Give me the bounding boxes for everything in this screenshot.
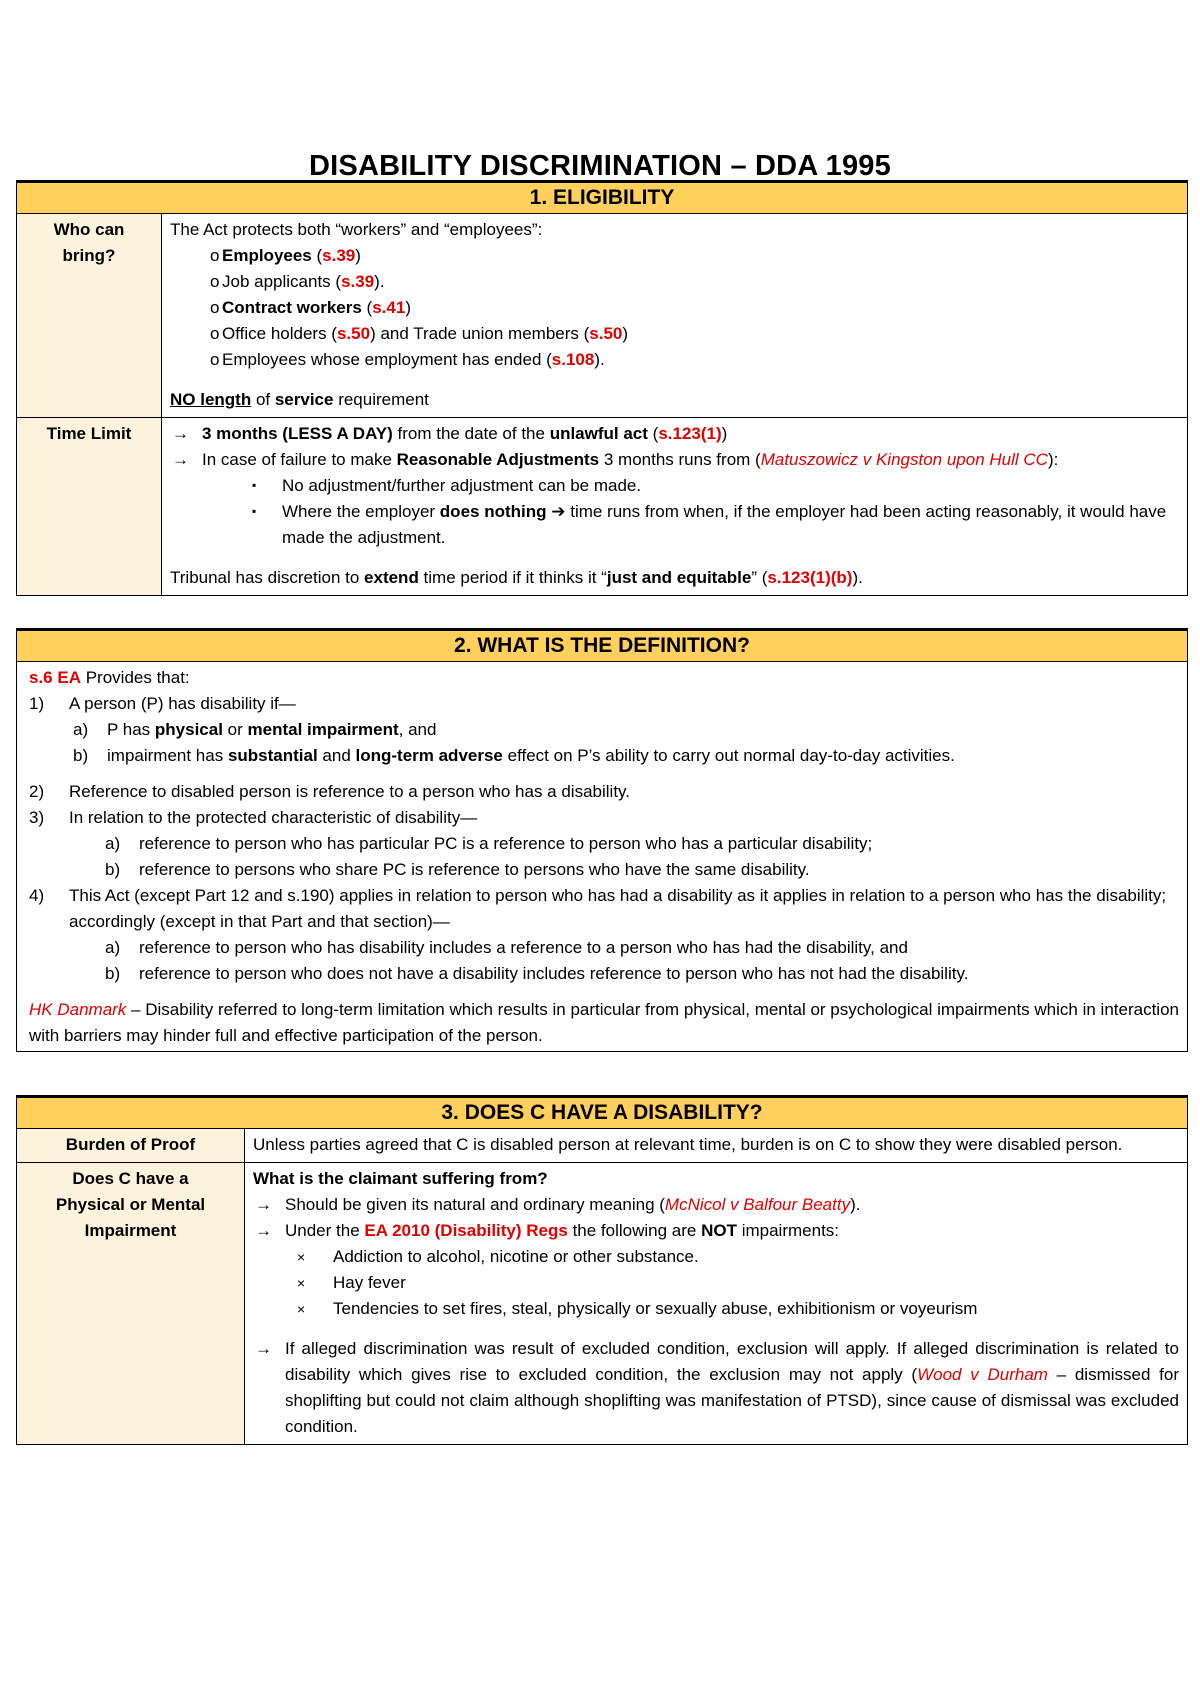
list-item: ▪ No adjustment/further adjustment can be made. <box>252 476 642 495</box>
burden-of-proof-content: Unless parties agreed that C is disabled person at relevant time, burden is on C to show they were disabled person. <box>245 1129 1188 1163</box>
list-item: b) impairment has substantial and long-term adverse effect on P’s ability to carry out normal day-to-day activities. <box>73 746 955 765</box>
definition-table <box>16 628 1188 1052</box>
disability-table <box>16 1095 1188 1445</box>
row-label-burden-of-proof: Burden of Proof <box>17 1129 245 1163</box>
page-title: DISABILITY DISCRIMINATION – DDA 1995 <box>309 150 891 182</box>
list-item: 2) Reference to disabled person is reference to a person who has a disability. <box>29 782 631 801</box>
list-item: a) P has physical or mental impairment, and <box>73 720 437 739</box>
impairment-question: What is the claimant suffering from? <box>253 1169 548 1188</box>
list-item: b) reference to person who does not have a disability includes reference to person who has not had the disability. <box>105 964 969 983</box>
section-header-eligibility: 1. ELIGIBILITY <box>17 182 1188 214</box>
section-header-disability: 3. DOES C HAVE A DISABILITY? <box>17 1097 1188 1129</box>
impairment-content <box>245 1163 1188 1445</box>
list-item: → In case of failure to make Reasonable Adjustments 3 months runs from (Matuszowicz v Kingston upon Hull CC): <box>172 450 1059 469</box>
definition-lead: s.6 EA Provides that: <box>29 668 190 687</box>
list-item: × Tendencies to set fires, steal, physically or sexually abuse, exhibitionism or voyeurism <box>297 1299 978 1318</box>
list-item: 4) This Act (except Part 12 and s.190) applies in relation to person who has had a disability as it applies in relation to a person who has the disability; accordingly (except in that Part and that section)— <box>29 886 1167 931</box>
row-label-who-can-bring: Who can bring? <box>17 214 162 418</box>
who-can-bring-content <box>162 214 1188 418</box>
time-limit-content <box>162 418 1188 596</box>
list-item: a) reference to person who has disability includes a reference to a person who has had the disability, and <box>105 938 908 957</box>
list-item: o Employees whose employment has ended (s.108). <box>210 350 605 369</box>
list-item: o Job applicants (s.39). <box>210 272 385 291</box>
list-item: a) reference to person who has particular PC is a reference to person who has a particular disability; <box>105 834 873 853</box>
list-item: 1) A person (P) has disability if— <box>29 694 296 713</box>
list-item: 3) In relation to the protected characteristic of disability— <box>29 808 478 827</box>
no-service-requirement: NO length of service requirement <box>170 390 429 409</box>
hk-danmark-case: HK Danmark – Disability referred to long-term limitation which results in particular from physical, mental or psychological impairments which in interaction with barriers may hinder full and effective participation of the person. <box>29 1000 1179 1045</box>
list-item: × Hay fever <box>297 1273 406 1292</box>
eligibility-table <box>16 180 1188 596</box>
definition-content <box>17 662 1188 1052</box>
who-intro: The Act protects both “workers” and “employees”: <box>170 220 543 239</box>
row-label-impairment: Does C have a Physical or Mental Impairment <box>17 1163 245 1445</box>
list-item: ▪ Where the employer does nothing ➔ time runs from when, if the employer had been acting reasonably, it would have made the adjustment. <box>252 502 1167 547</box>
list-item: → Under the EA 2010 (Disability) Regs the following are NOT impairments: <box>255 1221 840 1240</box>
list-item: b) reference to persons who share PC is reference to persons who have the same disability. <box>105 860 810 879</box>
list-item: o Office holders (s.50) and Trade union members (s.50) <box>210 324 629 343</box>
section-header-definition: 2. WHAT IS THE DEFINITION? <box>17 630 1188 662</box>
tribunal-discretion: Tribunal has discretion to extend time period if it thinks it “just and equitable” (s.123(1)(b)). <box>170 568 863 587</box>
list-item: o Contract workers (s.41) <box>210 298 411 317</box>
list-item: → 3 months (LESS A DAY) from the date of the unlawful act (s.123(1)) <box>172 424 728 443</box>
list-item: o Employees (s.39) <box>210 246 361 265</box>
row-label-time-limit: Time Limit <box>17 418 162 596</box>
list-item: → If alleged discrimination was result of excluded condition, exclusion will apply. If alleged discrimination is related to disability which gives rise to excluded condition, the exclusion may not apply (Wood v Durham – dismissed for shoplifting but could not claim although shoplifting was manifestation of PTSD), since cause of dismissal was excluded condition. <box>255 1339 1180 1436</box>
list-item: × Addiction to alcohol, nicotine or other substance. <box>297 1247 699 1266</box>
list-item: → Should be given its natural and ordinary meaning (McNicol v Balfour Beatty). <box>255 1195 861 1214</box>
